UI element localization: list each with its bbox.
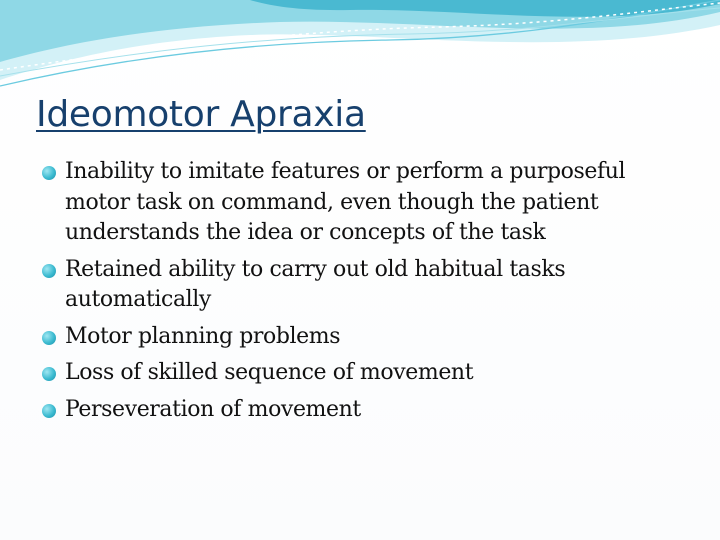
bullet-list (40, 157, 680, 431)
wave-decoration (0, 0, 720, 95)
bullet-item (40, 157, 680, 249)
circle-bullet-icon (42, 331, 56, 345)
circle-bullet-icon (42, 166, 56, 180)
circle-bullet-icon (42, 404, 56, 418)
bullet-text: Motor planning problems (65, 323, 341, 349)
bullet-item (40, 358, 680, 389)
bullet-text: Loss of skilled sequence of movement (65, 360, 474, 385)
bullet-text: Perseveration of movement (65, 396, 361, 422)
slide-title: Ideomotor Apraxia (36, 94, 366, 135)
bullet-text: Retained ability to carry out old habitual tasks automatically (65, 256, 566, 312)
bullet-text: Inability to imitate features or perform a purposeful motor task on command, even though the patient understands the idea or concepts of the task (65, 159, 626, 245)
bullet-item (40, 255, 680, 316)
bullet-item (40, 322, 680, 353)
bullet-item (40, 395, 680, 426)
circle-bullet-icon (42, 264, 56, 278)
circle-bullet-icon (42, 367, 56, 381)
